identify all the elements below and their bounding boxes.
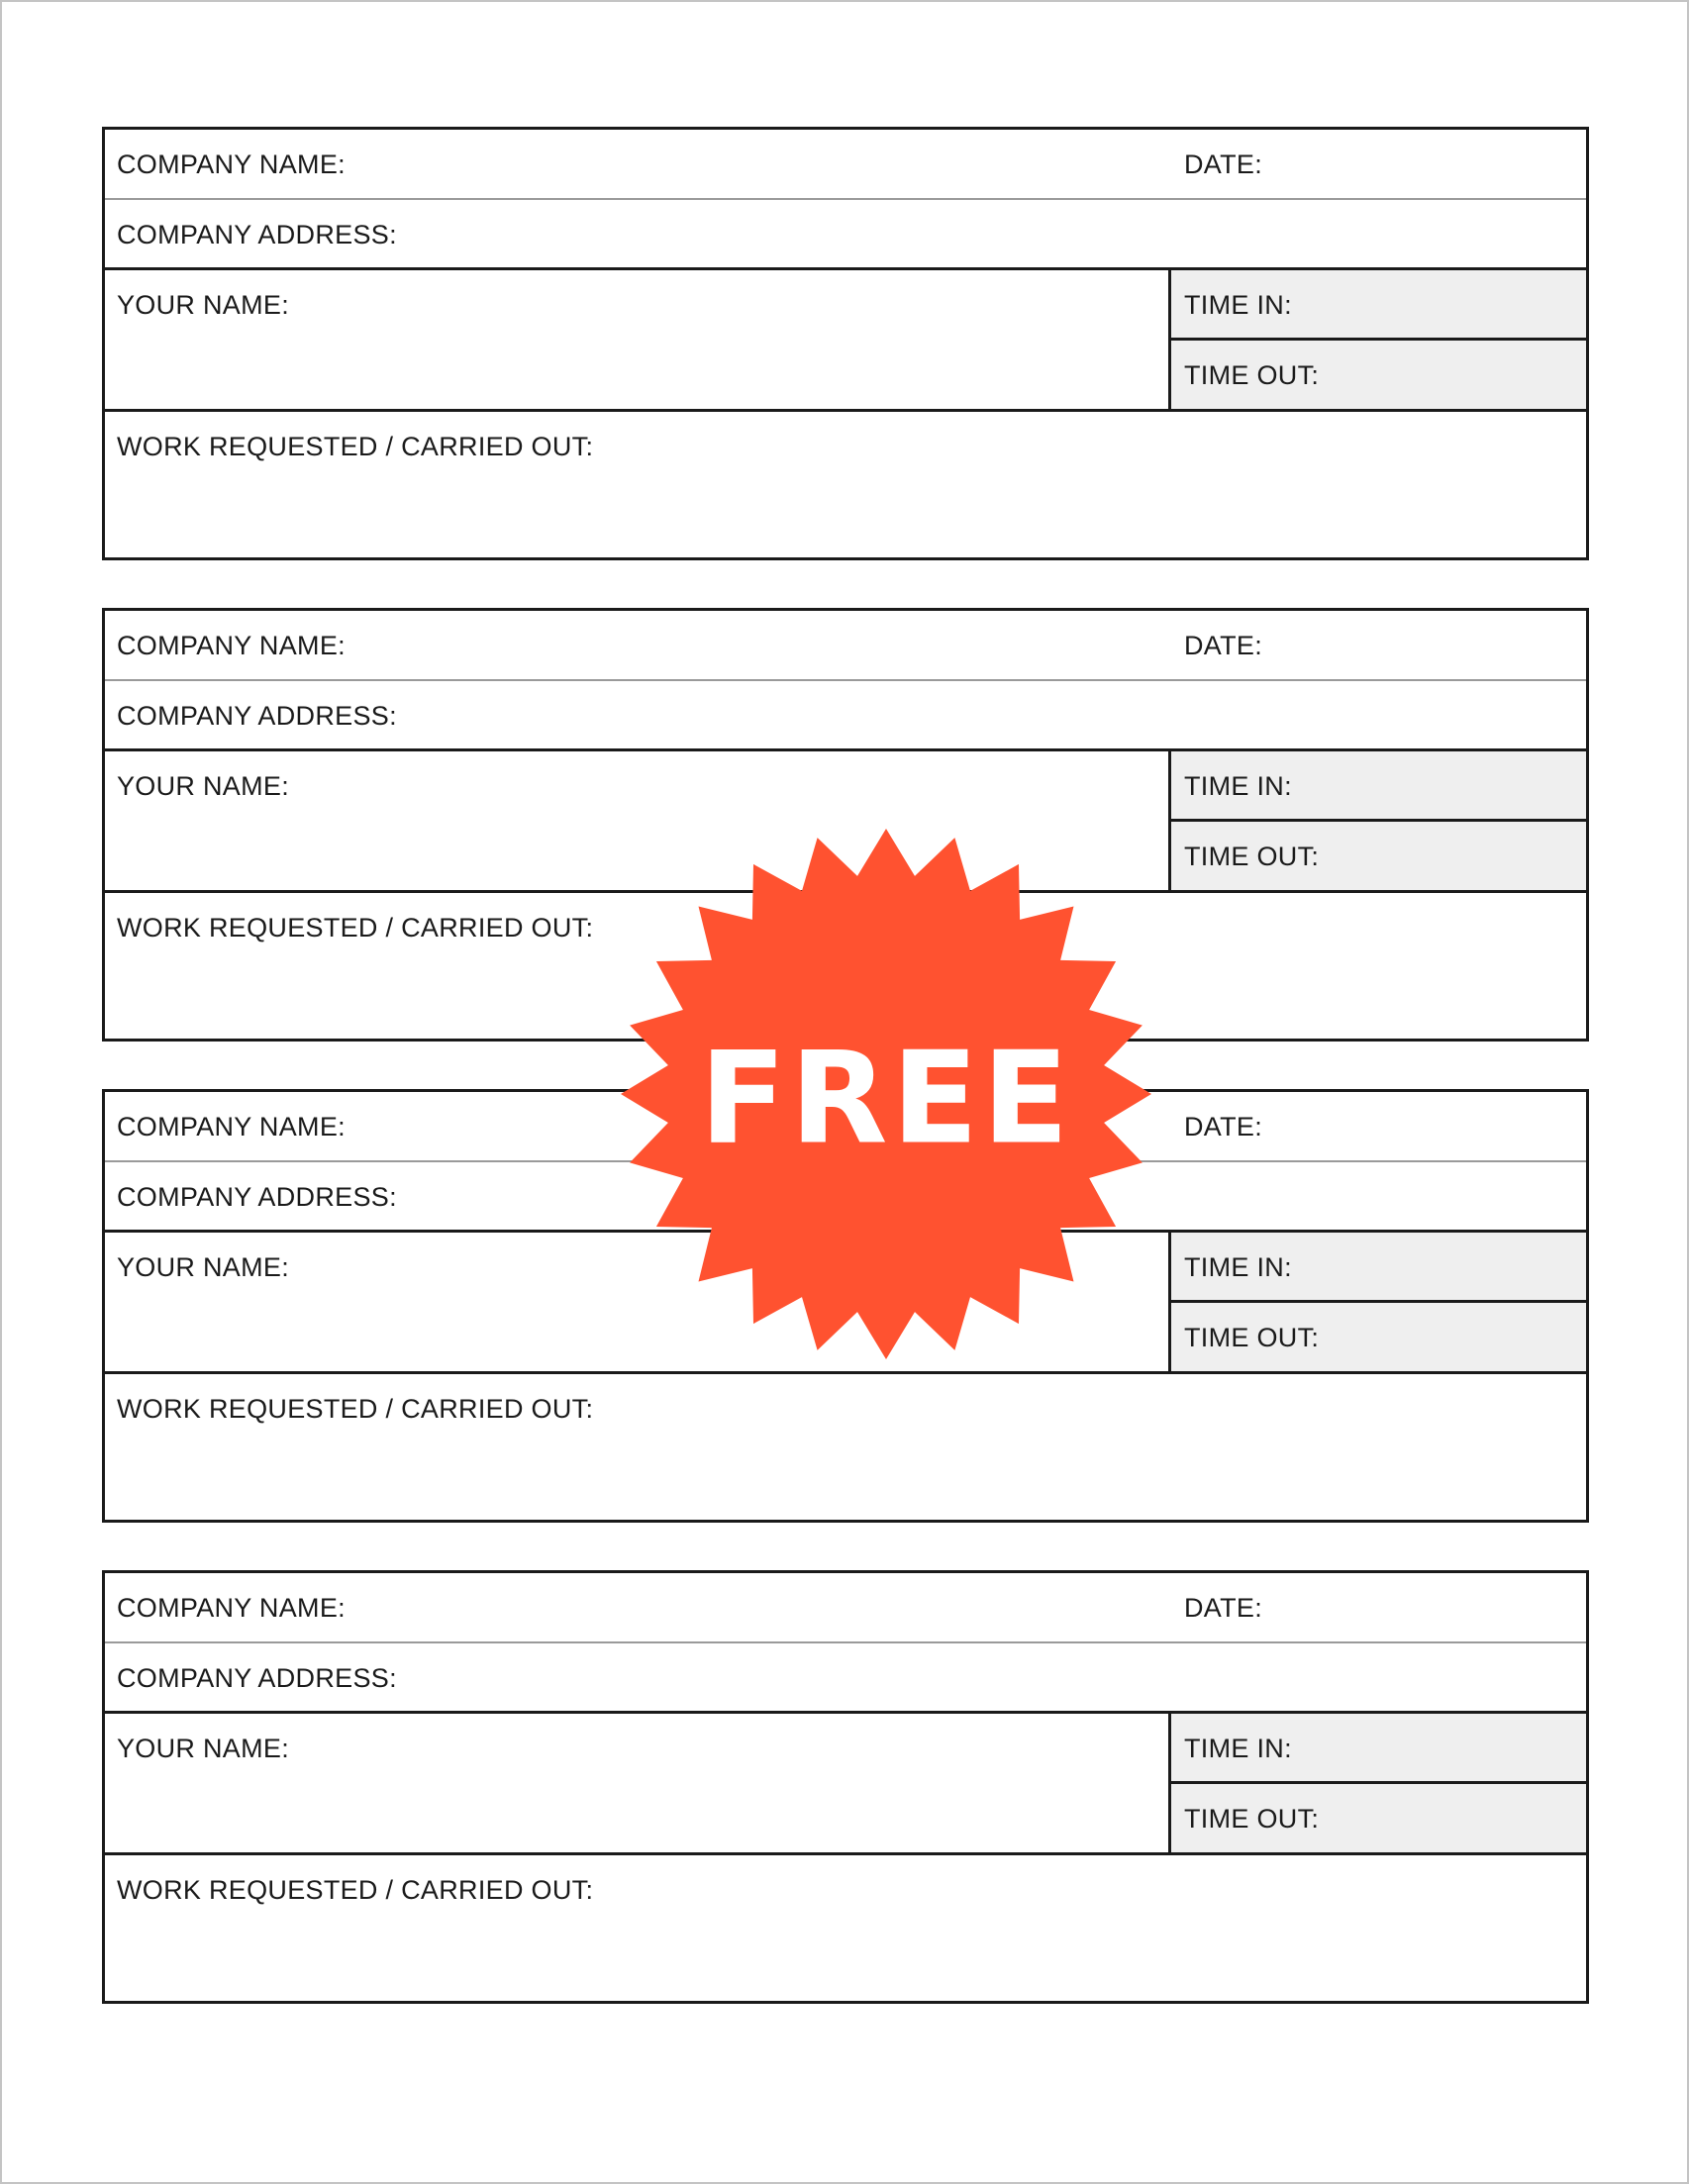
company-address-row[interactable]: [105, 681, 1586, 751]
your-name-label: YOUR NAME:: [117, 1252, 290, 1282]
your-name-field[interactable]: [105, 1714, 1171, 1852]
company-address-label: COMPANY ADDRESS:: [117, 1663, 397, 1693]
your-name-row: [105, 1714, 1586, 1855]
company-address-row[interactable]: [105, 200, 1586, 270]
company-name-label: COMPANY NAME:: [117, 631, 346, 660]
time-in-field[interactable]: [1171, 751, 1586, 822]
time-in-field[interactable]: [1171, 270, 1586, 341]
company-name-row[interactable]: [105, 611, 1586, 681]
company-name-row[interactable]: [105, 130, 1586, 200]
date-label: DATE:: [1184, 149, 1263, 179]
company-address-label: COMPANY ADDRESS:: [117, 701, 397, 731]
work-requested-field[interactable]: [105, 412, 1586, 557]
your-name-field[interactable]: [105, 270, 1171, 409]
time-out-label: TIME OUT:: [1184, 842, 1320, 871]
work-requested-label: WORK REQUESTED / CARRIED OUT:: [117, 432, 594, 461]
time-in-label: TIME IN:: [1184, 1252, 1292, 1282]
work-requested-label: WORK REQUESTED / CARRIED OUT:: [117, 913, 594, 943]
company-name-label: COMPANY NAME:: [117, 149, 346, 179]
free-badge: [619, 827, 1153, 1361]
timesheet-form-4: [102, 1570, 1589, 2004]
company-address-row[interactable]: [105, 1643, 1586, 1714]
date-label: DATE:: [1184, 1593, 1263, 1623]
work-requested-field[interactable]: [105, 1855, 1586, 2001]
your-name-label: YOUR NAME:: [117, 771, 290, 801]
work-requested-label: WORK REQUESTED / CARRIED OUT:: [117, 1394, 594, 1424]
time-out-field[interactable]: [1171, 1784, 1586, 1852]
time-out-label: TIME OUT:: [1184, 360, 1320, 390]
time-out-label: TIME OUT:: [1184, 1804, 1320, 1834]
timesheet-form-1: [102, 127, 1589, 560]
work-requested-field[interactable]: [105, 1374, 1586, 1520]
company-name-label: COMPANY NAME:: [117, 1112, 346, 1142]
company-address-label: COMPANY ADDRESS:: [117, 1182, 397, 1212]
time-in-label: TIME IN:: [1184, 771, 1292, 801]
time-out-field[interactable]: [1171, 341, 1586, 409]
date-label: DATE:: [1184, 631, 1263, 660]
time-in-field[interactable]: [1171, 1714, 1586, 1784]
time-in-label: TIME IN:: [1184, 1734, 1292, 1763]
your-name-label: YOUR NAME:: [117, 290, 290, 320]
time-in-label: TIME IN:: [1184, 290, 1292, 320]
time-in-field[interactable]: [1171, 1233, 1586, 1303]
time-out-field[interactable]: [1171, 822, 1586, 890]
your-name-label: YOUR NAME:: [117, 1734, 290, 1763]
badge-text: FREE: [699, 1025, 1073, 1173]
company-address-label: COMPANY ADDRESS:: [117, 220, 397, 249]
company-name-label: COMPANY NAME:: [117, 1593, 346, 1623]
work-requested-label: WORK REQUESTED / CARRIED OUT:: [117, 1875, 594, 1905]
your-name-row: [105, 270, 1586, 412]
company-name-row[interactable]: [105, 1573, 1586, 1643]
date-label: DATE:: [1184, 1112, 1263, 1142]
time-out-label: TIME OUT:: [1184, 1323, 1320, 1352]
time-out-field[interactable]: [1171, 1303, 1586, 1371]
